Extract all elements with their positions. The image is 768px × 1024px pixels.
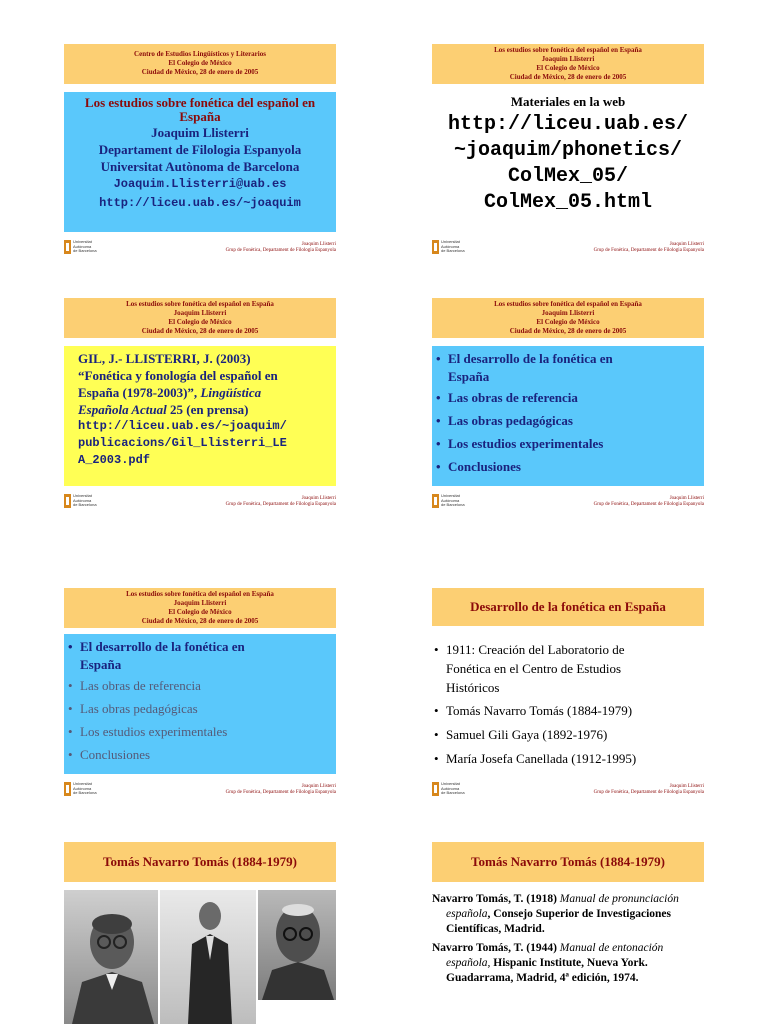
header-line: El Colegio de México — [168, 608, 232, 616]
slide-header — [432, 44, 704, 84]
logo-text: de Barcelona — [73, 248, 97, 253]
slide-title: Desarrollo de la fonética en España — [432, 588, 704, 626]
journal-title: Lingüística — [200, 385, 262, 400]
logo-text: de Barcelona — [441, 790, 465, 795]
uab-logo-icon — [432, 494, 439, 508]
entry-author: Navarro Tomás, T. (1944) — [432, 942, 560, 954]
web-url[interactable] — [432, 112, 704, 216]
outline-item: • Conclusiones — [66, 743, 336, 766]
header-line: Ciudad de México, 28 de enero de 2005 — [509, 327, 627, 335]
bibliography-entry — [432, 892, 704, 937]
footer-author: Joaquim Llisterri — [669, 496, 704, 501]
url-link[interactable]: http://liceu.uab.es/~joaquim — [99, 196, 301, 210]
outline-item: • Las obras pedagógicas — [66, 697, 336, 720]
outline-text: España — [80, 657, 122, 672]
header-line: Joaquim Llisterri — [173, 309, 227, 317]
outline-item: • Las obras pedagógicas — [434, 409, 704, 432]
header-line: Joaquim Llisterri — [541, 309, 595, 317]
footer-author: Joaquim Llisterri — [301, 242, 336, 247]
uab-logo — [432, 239, 465, 256]
slide-footer — [226, 784, 336, 796]
uab-logo-icon — [64, 240, 71, 254]
url-line[interactable]: publicacions/Gil_Llisterri_LE — [78, 436, 287, 450]
logo-text: de Barcelona — [73, 790, 97, 795]
slide-title: Tomás Navarro Tomás (1884-1979) — [432, 842, 704, 882]
outline-box — [64, 634, 336, 774]
bullet-item — [432, 640, 704, 697]
footer-author: Joaquim Llisterri — [669, 784, 704, 789]
logo-text: Autònoma — [73, 497, 92, 503]
slide-footer — [226, 496, 336, 508]
logo-text: Universitat — [441, 493, 460, 498]
slide-footer — [594, 784, 704, 796]
logo-text: Autònoma — [441, 785, 460, 791]
bibliography-box — [432, 892, 704, 986]
logo-text: Autònoma — [441, 243, 460, 249]
uab-logo-icon — [432, 240, 439, 254]
footer-group: Grup de Fonètica, Departament de Filologia Espanyola — [593, 502, 704, 507]
portrait-photo — [258, 890, 336, 1000]
logo-text: Autònoma — [73, 785, 92, 791]
slide-header — [64, 588, 336, 628]
logo-text: Universitat — [73, 239, 92, 244]
header-line: El Colegio de México — [536, 318, 600, 326]
slide-2 — [432, 44, 704, 260]
url-line[interactable]: ColMex_05.html — [483, 191, 653, 214]
header-line: Los estudios sobre fonética del español en España — [494, 46, 642, 54]
url-line[interactable]: http://liceu.uab.es/ — [447, 113, 689, 136]
content-box — [432, 94, 704, 224]
reference-line: “Fonética y fonología del español en — [78, 368, 278, 383]
outline-item — [434, 350, 704, 386]
outline-text: El desarrollo de la fonética en — [80, 639, 245, 654]
slide-header — [64, 44, 336, 84]
uab-logo-icon — [64, 782, 71, 796]
footer-group: Grup de Fonètica, Departament de Filologia Espanyola — [225, 248, 336, 253]
logo-text: Universitat — [73, 781, 92, 786]
footer-author: Joaquim Llisterri — [301, 496, 336, 501]
outline-item: • Los estudios experimentales — [434, 432, 704, 455]
slide-footer — [594, 496, 704, 508]
reference-line — [78, 384, 336, 401]
pdf-url[interactable] — [78, 418, 336, 469]
bullet-list — [432, 640, 704, 769]
bullet-item: • Tomás Navarro Tomás (1884-1979) — [432, 701, 704, 721]
slide-title: Los estudios sobre fonética del español en España — [84, 95, 316, 124]
slide-footer — [594, 242, 704, 254]
entry-publisher: Hispanic Institute, Nueva York. Guadarrama, Madrid, 4ª edición, 1974. — [446, 957, 648, 984]
bullet-item: • María Josefa Canellada (1912-1995) — [432, 749, 704, 769]
portrait-icon — [258, 890, 336, 1000]
logo-text: Universitat — [441, 781, 460, 786]
url-line[interactable]: A_2003.pdf — [78, 453, 151, 467]
journal-title: Española Actual — [78, 402, 167, 417]
header-line: Los estudios sobre fonética del español en España — [126, 590, 274, 598]
department: Departament de Filologia Espanyola — [98, 142, 302, 157]
footer-author: Joaquim Llisterri — [301, 784, 336, 789]
slide-4 — [432, 298, 704, 514]
title-box — [64, 92, 336, 232]
slide-7 — [64, 842, 336, 1024]
logo-text: Autònoma — [73, 243, 92, 249]
outline-text: El desarrollo de la fonética en — [448, 351, 613, 366]
reference-line: GIL, J.- LLISTERRI, J. (2003) — [78, 351, 251, 366]
bullet-text: 1911: Creación del Laboratorio de — [446, 642, 625, 657]
uab-logo — [64, 239, 97, 256]
footer-group: Grup de Fonètica, Departament de Filologia Espanyola — [225, 790, 336, 795]
content-box — [432, 640, 704, 769]
portrait-photo — [64, 890, 158, 1024]
bibliography-entry — [432, 941, 704, 986]
header-line: Centro de Estudios Lingüísticos y Literarios — [134, 50, 266, 58]
logo-text: Autònoma — [441, 497, 460, 503]
header-line: Los estudios sobre fonética del español en España — [494, 300, 642, 308]
footer-author: Joaquim Llisterri — [669, 242, 704, 247]
uab-logo-icon — [432, 782, 439, 796]
footer-group: Grup de Fonètica, Departament de Filologia Espanyola — [593, 790, 704, 795]
slide-header — [64, 298, 336, 338]
header-line: El Colegio de México — [168, 318, 232, 326]
outline-list — [66, 638, 336, 766]
url-line[interactable]: ColMex_05/ — [507, 165, 629, 188]
portrait-photo — [160, 890, 256, 1024]
materials-heading: Materiales en la web — [510, 94, 626, 109]
url-line[interactable]: http://liceu.uab.es/~joaquim/ — [78, 419, 287, 433]
slide-title: Tomás Navarro Tomás (1884-1979) — [64, 842, 336, 882]
entry-publisher: , Consejo Superior de Investigaciones Científicas, Madrid. — [446, 908, 672, 935]
uab-logo-icon — [64, 494, 71, 508]
header-line: El Colegio de México — [168, 59, 232, 67]
reference-text: España (1978-2003)”, — [78, 385, 201, 400]
slide-header — [432, 298, 704, 338]
portrait-icon — [160, 890, 256, 1024]
header-line: Ciudad de México, 28 de enero de 2005 — [509, 73, 627, 81]
logo-text: Universitat — [73, 493, 92, 498]
email[interactable]: Joaquim.Llisterri@uab.es — [113, 177, 287, 191]
outline-text: España — [448, 369, 490, 384]
slide-3 — [64, 298, 336, 514]
bullet-item: • Samuel Gili Gaya (1892-1976) — [432, 725, 704, 745]
portrait-icon — [64, 890, 158, 1024]
logo-text: de Barcelona — [441, 248, 465, 253]
uab-logo — [64, 781, 97, 798]
slide-6 — [432, 588, 704, 804]
header-line: El Colegio de México — [536, 64, 600, 72]
uab-logo — [432, 781, 465, 798]
author-name: Joaquim Llisterri — [151, 125, 249, 140]
logo-text: Universitat — [441, 239, 460, 244]
header-line: Joaquim Llisterri — [541, 55, 595, 63]
outline-box — [432, 346, 704, 486]
entry-title: Manual de pronunciación española — [446, 893, 679, 920]
footer-group: Grup de Fonètica, Departament de Filologia Espanyola — [225, 502, 336, 507]
slide-5 — [64, 588, 336, 804]
reference-line — [78, 401, 336, 418]
uab-logo — [64, 493, 97, 510]
outline-item: • Las obras de referencia — [434, 386, 704, 409]
slide-8 — [432, 842, 704, 1024]
bullet-text: Históricos — [446, 680, 500, 695]
entry-title: Manual de entonación española, — [446, 942, 664, 969]
outline-item: • Los estudios experimentales — [66, 720, 336, 743]
slide-1 — [64, 44, 336, 260]
slide-footer — [226, 242, 336, 254]
outline-item: • Las obras de referencia — [66, 674, 336, 697]
entry-author: Navarro Tomás, T. (1918) — [432, 893, 560, 905]
uab-logo — [432, 493, 465, 510]
header-line: Ciudad de México, 28 de enero de 2005 — [141, 617, 259, 625]
bullet-text: Fonética en el Centro de Estudios — [446, 661, 622, 676]
url-line[interactable]: ~joaquim/phonetics/ — [453, 139, 683, 162]
reference-box — [64, 346, 336, 486]
reference-text: 25 (en prensa) — [166, 402, 249, 417]
header-line: Los estudios sobre fonética del español en España — [126, 300, 274, 308]
logo-text: de Barcelona — [441, 502, 465, 507]
outline-item-active — [66, 638, 336, 674]
header-line: Ciudad de México, 28 de enero de 2005 — [141, 327, 259, 335]
outline-list — [434, 350, 704, 478]
university: Universitat Autònoma de Barcelona — [100, 159, 300, 174]
outline-item: • Conclusiones — [434, 455, 704, 478]
header-line: Joaquim Llisterri — [173, 599, 227, 607]
header-line: Ciudad de México, 28 de enero de 2005 — [141, 68, 259, 76]
footer-group: Grup de Fonètica, Departament de Filologia Espanyola — [593, 248, 704, 253]
logo-text: de Barcelona — [73, 502, 97, 507]
